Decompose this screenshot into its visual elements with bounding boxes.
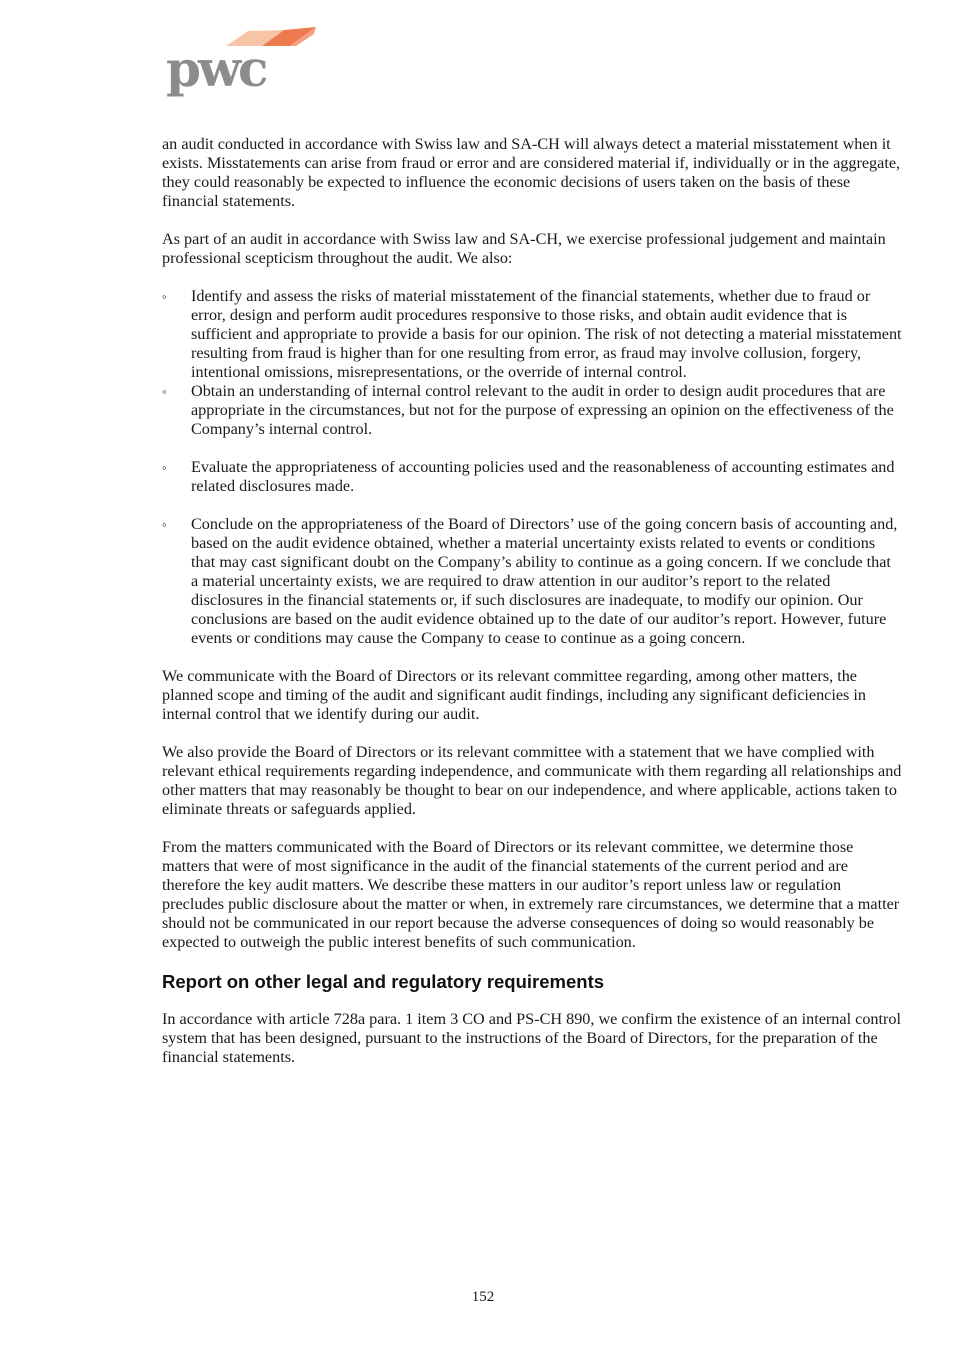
paragraph-we-also: As part of an audit in accordance with Swiss law and SA-CH, we exercise professional judgement and maintain professional scepticism throughout the audit. We also: xyxy=(162,230,886,267)
list-item xyxy=(162,515,902,648)
list-item xyxy=(162,287,902,382)
list-item xyxy=(162,458,902,496)
pwc-logo-graphic xyxy=(166,24,318,102)
audit-procedures-list xyxy=(162,287,902,648)
paragraph-internal-control-system: In accordance with article 728a para. 1 item 3 CO and PS-CH 890, we confirm the existence of an internal control system that has been designed, pursuant to the instructions of the Board of Directors, for the preparation of the financial statements. xyxy=(162,1010,901,1066)
list-item-text: Evaluate the appropriateness of accounting policies used and the reasonableness of accounting estimates and related disclosures made. xyxy=(191,458,895,495)
bullet-circle-icon: ◦ xyxy=(162,517,167,532)
list-item-text: Identify and assess the risks of material misstatement of the financial statements, whether due to fraud or error, design and perform audit procedures responsive to those risks, and obtain audit evidence that is sufficient and appropriate to provide a basis for our opinion. The risk of not detecting a material misstatement resulting from fraud is higher than for one resulting from error, as fraud may involve collusion, forgery, intentional omissions, misrepresentations, or the override of internal control. xyxy=(191,287,902,381)
list-item-text: Conclude on the appropriateness of the Board of Directors’ use of the going concern basis of accounting and, based on the audit evidence obtained, whether a material uncertainty exists related to events or conditions that may cast significant doubt on the Company’s ability to continue as a going concern. If we conclude that a material uncertainty exists, we are required to draw attention in our auditor’s report to the related disclosures in the financial statements or, if such disclosures are inadequate, to modify our opinion. Our conclusions are based on the audit evidence obtained up to the date of our auditor’s report. However, future events or conditions may cause the Company to cease to continue as a going concern. xyxy=(191,515,898,647)
bullet-circle-icon: ◦ xyxy=(162,384,167,399)
report-body xyxy=(162,135,902,1086)
list-item-text: Obtain an understanding of internal control relevant to the audit in order to design audit procedures that are appropriate in the circumstances, but not for the purpose of expressing an opinion on the effectiveness of the Company’s internal control. xyxy=(191,382,894,438)
pwc-logo xyxy=(166,24,318,102)
paragraph-communication: We communicate with the Board of Directors or its relevant committee regarding, among other matters, the planned scope and timing of the audit and significant audit findings, including any significant deficiencies in internal control that we identify during our audit. xyxy=(162,667,866,723)
logo-wordmark: pwc xyxy=(166,39,266,98)
page-number: 152 xyxy=(471,1289,495,1305)
list-item xyxy=(162,382,902,439)
paragraph-detection: an audit conducted in accordance with Swiss law and SA-CH will always detect a material misstatement when it exists. Misstatements can arise from fraud or error and are considered material if, individually or in the aggregate, they could reasonably be expected to influence the economic decisions of users taken on the basis of these financial statements. xyxy=(162,135,901,210)
section-heading: Report on other legal and regulatory requirements xyxy=(162,971,605,992)
bullet-circle-icon: ◦ xyxy=(162,289,167,304)
paragraph-key-audit-matters: From the matters communicated with the Board of Directors or its relevant committee, we determine those matters that were of most significance in the audit of the financial statements of the current period and are therefore the key audit matters. We describe these matters in our auditor’s report unless law or regulation precludes public disclosure about the matter or when, in extremely rare circumstances, we determine that a matter should not be communicated in our report because the adverse consequences of doing so would reasonably be expected to outweigh the public interest benefits of such communication. xyxy=(162,838,900,951)
paragraph-independence: We also provide the Board of Directors or its relevant committee with a statement that we have complied with relevant ethical requirements regarding independence, and communicate with them regarding all relationships and other matters that may reasonably be thought to bear on our independence, and where applicable, actions taken to eliminate threats or safeguards applied. xyxy=(162,743,902,818)
bullet-circle-icon: ◦ xyxy=(162,460,167,475)
